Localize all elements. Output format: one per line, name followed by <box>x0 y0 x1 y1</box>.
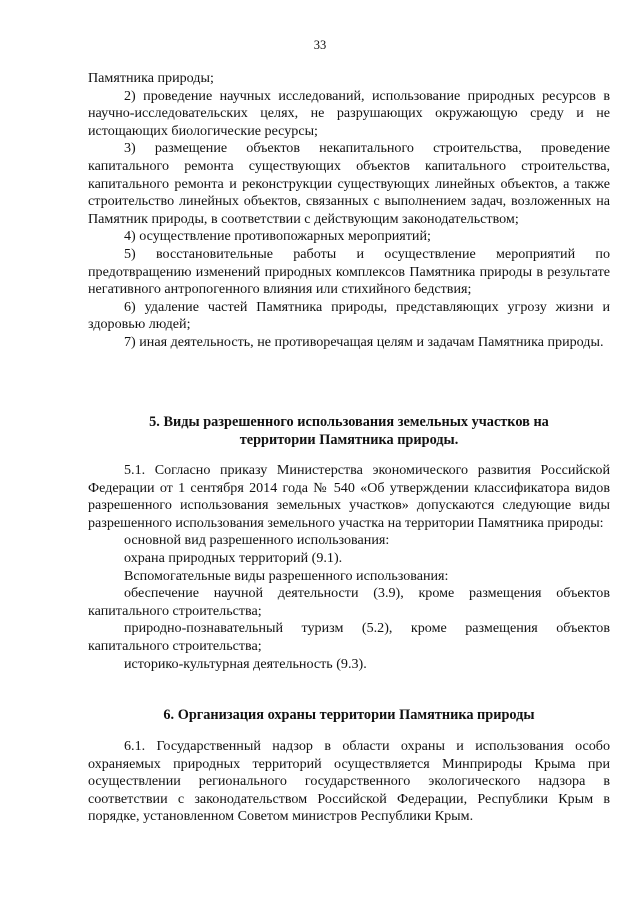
main-use-label: основной вид разрешенного использования: <box>124 532 390 549</box>
list-item: 4) осуществление противопожарных мероприятий; <box>124 228 431 245</box>
section-6-heading: 6. Организация охраны территории Памятника природы <box>163 707 535 723</box>
section-6-body <box>88 738 610 826</box>
main-use-item: охрана природных территорий (9.1). <box>124 549 343 566</box>
section-5-heading <box>88 413 610 449</box>
list-item: 7) иная деятельность, не противоречащая целям и задачам Памятника природы. <box>124 333 604 350</box>
section-5-body <box>88 462 610 673</box>
section-5-heading-line-2: территории Памятника природы. <box>239 432 459 448</box>
list-item: 5) восстановительные работы и осуществление мероприятий по предотвращению изменений природных комплексов Памятника природы в результате негативного антропогенного влияния или стихийного бедствия; <box>88 245 610 298</box>
list-item: 2) проведение научных исследований, использование природных ресурсов в научно-исследовательских целях, не разрушающих окружающую среду и не истощающих биологические ресурсы; <box>88 87 610 139</box>
section-6-paragraph: 6.1. Государственный надзор в области охраны и использования особо охраняемых природных территорий осуществляется Минприроды Крыма при осуществлении регионального государственного экологического надзора в соответствии с законодательством Российской Федерации, Республики Крым в порядке, установленном Советом министров Республики Крым. <box>88 738 610 825</box>
aux-use-label: Вспомогательные виды разрешенного использования: <box>124 567 449 584</box>
aux-use-item: обеспечение научной деятельности (3.9), кроме размещения объектов капитального строительства; <box>88 585 610 619</box>
list-item-continuation: Памятника природы; <box>88 70 214 86</box>
list-item: 6) удаление частей Памятника природы, представляющих угрозу жизни и здоровью людей; <box>88 298 610 333</box>
aux-use-item: историко-культурная деятельность (9.3). <box>124 655 367 672</box>
section-5-heading-line-1: 5. Виды разрешенного использования земельных участков на <box>149 414 549 430</box>
list-item: 3) размещение объектов некапитального строительства, проведение капитального ремонта существующих объектов капитального строительства, капитального ремонта и реконструкции существующих линейных объектов, а также строительство линейных объектов, связанных с выполнением задач, возложенных на Памятник природы, в соответствии с действующим законодательством; <box>88 140 610 227</box>
section-5-paragraph: 5.1. Согласно приказу Министерства экономического развития Российской Федерации от 1 сентября 2014 года № 540 «Об утверждении классификатора видов разрешенного использования земельных участков» допускаются следующие виды разрешенного использования земельного участка на территории Памятника природы: <box>88 462 610 531</box>
page-number: 33 <box>313 38 327 52</box>
allowed-activities-list <box>88 70 610 352</box>
aux-use-item: природно-познавательный туризм (5.2), кроме размещения объектов капитального строительства; <box>88 620 610 654</box>
